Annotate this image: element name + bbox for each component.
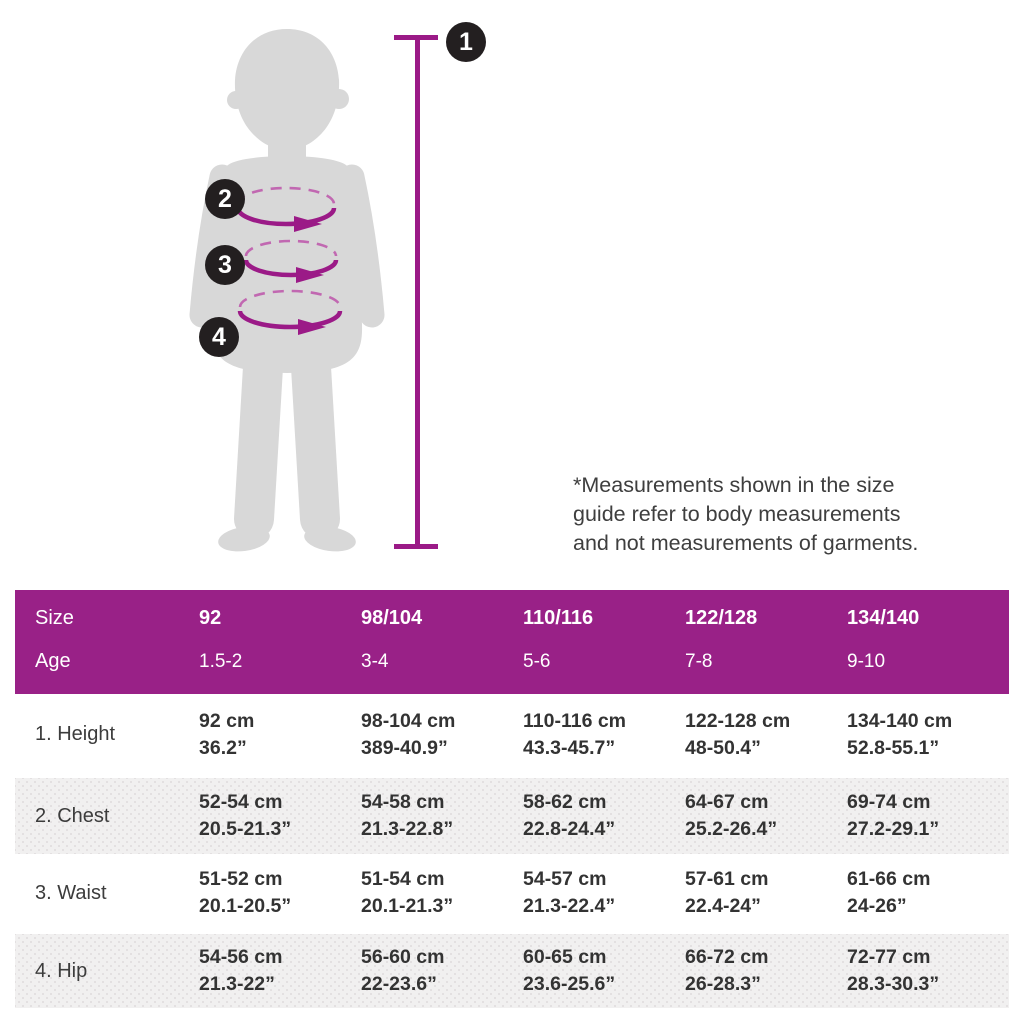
- size-value: 110/116: [523, 607, 594, 629]
- marker-4-number: 4: [212, 322, 226, 351]
- row-label: 2. Chest: [35, 804, 110, 827]
- table-cell: [199, 789, 361, 843]
- cm-value: 51-52 cm: [199, 868, 283, 890]
- chest-measure-ellipse: [238, 188, 334, 232]
- cm-value: 60-65 cm: [523, 946, 607, 968]
- inch-value: 21.3-22”: [199, 973, 275, 995]
- table-row-height: [15, 694, 1009, 775]
- age-label: Age: [35, 650, 71, 672]
- marker-2-number: 2: [218, 184, 232, 213]
- inch-value: 36.2”: [199, 736, 247, 759]
- header-col-134-140: [847, 590, 1009, 694]
- table-cell: [199, 708, 361, 762]
- measurements-note: [573, 471, 993, 558]
- cm-value: 58-62 cm: [523, 791, 607, 813]
- table-cell: [685, 944, 847, 998]
- inch-value: 20.5-21.3”: [199, 818, 292, 840]
- table-cell: [523, 789, 685, 843]
- age-value: 1.5-2: [199, 651, 243, 672]
- cm-value: 56-60 cm: [361, 946, 445, 968]
- inch-value: 43.3-45.7”: [523, 736, 616, 759]
- height-ruler-top-cap: [394, 35, 438, 40]
- height-ruler-bottom-cap: [394, 544, 438, 549]
- inch-value: 24-26”: [847, 895, 907, 917]
- inch-value: 20.1-21.3”: [361, 895, 454, 917]
- age-value: 9-10: [847, 651, 886, 672]
- cm-value: 64-67 cm: [685, 791, 769, 813]
- row-label: 4. Hip: [35, 959, 88, 982]
- size-value: 92: [199, 607, 222, 629]
- header-col-122-128: [685, 590, 847, 694]
- height-ruler-line: [415, 35, 420, 549]
- cm-value: 61-66 cm: [847, 868, 931, 890]
- cm-value: 69-74 cm: [847, 791, 931, 813]
- age-value: 7-8: [685, 651, 713, 672]
- cm-value: 54-56 cm: [199, 946, 283, 968]
- inch-value: 26-28.3”: [685, 973, 761, 995]
- size-value: 98/104: [361, 607, 423, 629]
- inch-value: 27.2-29.1”: [847, 818, 940, 840]
- hip-measure-ellipse: [240, 291, 340, 335]
- waist-measure-ellipse: [246, 241, 336, 283]
- header-col-98-104: [361, 590, 523, 694]
- table-row-waist: [15, 854, 1009, 932]
- inch-value: 28.3-30.3”: [847, 973, 940, 995]
- table-cell: [361, 789, 523, 843]
- table-cell: [523, 944, 685, 998]
- header-label-cell: [15, 590, 199, 694]
- cm-value: 54-58 cm: [361, 791, 445, 813]
- size-label: Size: [35, 607, 74, 629]
- marker-4-hip: [199, 317, 239, 357]
- inch-value: 22.4-24”: [685, 895, 761, 917]
- table-cell: [847, 944, 1009, 998]
- table-header-row: [15, 590, 1009, 694]
- table-cell: [847, 866, 1009, 920]
- marker-3-number: 3: [218, 250, 232, 279]
- marker-2-chest: [205, 179, 245, 219]
- cm-value: 134-140 cm: [847, 709, 953, 732]
- cm-value: 57-61 cm: [685, 868, 769, 890]
- table-row-hip: [15, 934, 1009, 1008]
- cm-value: 52-54 cm: [199, 791, 283, 813]
- inch-value: 48-50.4”: [685, 736, 761, 759]
- cm-value: 98-104 cm: [361, 709, 456, 732]
- size-guide-table: [15, 590, 1009, 1008]
- note-line-2: guide refer to body measurements: [573, 502, 901, 526]
- table-cell: [685, 866, 847, 920]
- inch-value: 22.8-24.4”: [523, 818, 616, 840]
- cm-value: 54-57 cm: [523, 868, 607, 890]
- header-col-92: [199, 590, 361, 694]
- marker-3-waist: [205, 245, 245, 285]
- inch-value: 23.6-25.6”: [523, 973, 616, 995]
- inch-value: 22-23.6”: [361, 973, 437, 995]
- note-line-3: and not measurements of garments.: [573, 531, 919, 555]
- table-cell: [685, 789, 847, 843]
- size-value: 134/140: [847, 607, 920, 629]
- inch-value: 21.3-22.8”: [361, 818, 454, 840]
- marker-1-height: [446, 22, 486, 62]
- table-cell: [361, 866, 523, 920]
- row-label: 3. Waist: [35, 881, 107, 904]
- table-cell: [523, 708, 685, 762]
- note-line-1: *Measurements shown in the size: [573, 473, 895, 497]
- table-cell: [523, 866, 685, 920]
- measurement-ellipses: [0, 0, 520, 580]
- age-value: 5-6: [523, 651, 551, 672]
- inch-value: 389-40.9”: [361, 736, 448, 759]
- table-cell: [361, 944, 523, 998]
- inch-value: 21.3-22.4”: [523, 895, 616, 917]
- size-value: 122/128: [685, 607, 758, 629]
- marker-1-number: 1: [459, 27, 473, 56]
- cm-value: 92 cm: [199, 709, 255, 732]
- table-row-chest: [15, 778, 1009, 854]
- header-col-110-116: [523, 590, 685, 694]
- table-cell: [847, 789, 1009, 843]
- inch-value: 25.2-26.4”: [685, 818, 778, 840]
- cm-value: 66-72 cm: [685, 946, 769, 968]
- cm-value: 72-77 cm: [847, 946, 931, 968]
- table-cell: [199, 866, 361, 920]
- age-value: 3-4: [361, 651, 389, 672]
- cm-value: 51-54 cm: [361, 868, 445, 890]
- inch-value: 52.8-55.1”: [847, 736, 940, 759]
- row-label: 1. Height: [35, 723, 116, 745]
- table-cell: [685, 708, 847, 762]
- cm-value: 110-116 cm: [523, 709, 627, 732]
- table-cell: [361, 708, 523, 762]
- cm-value: 122-128 cm: [685, 709, 791, 732]
- inch-value: 20.1-20.5”: [199, 895, 292, 917]
- table-cell: [847, 708, 1009, 762]
- table-cell: [199, 944, 361, 998]
